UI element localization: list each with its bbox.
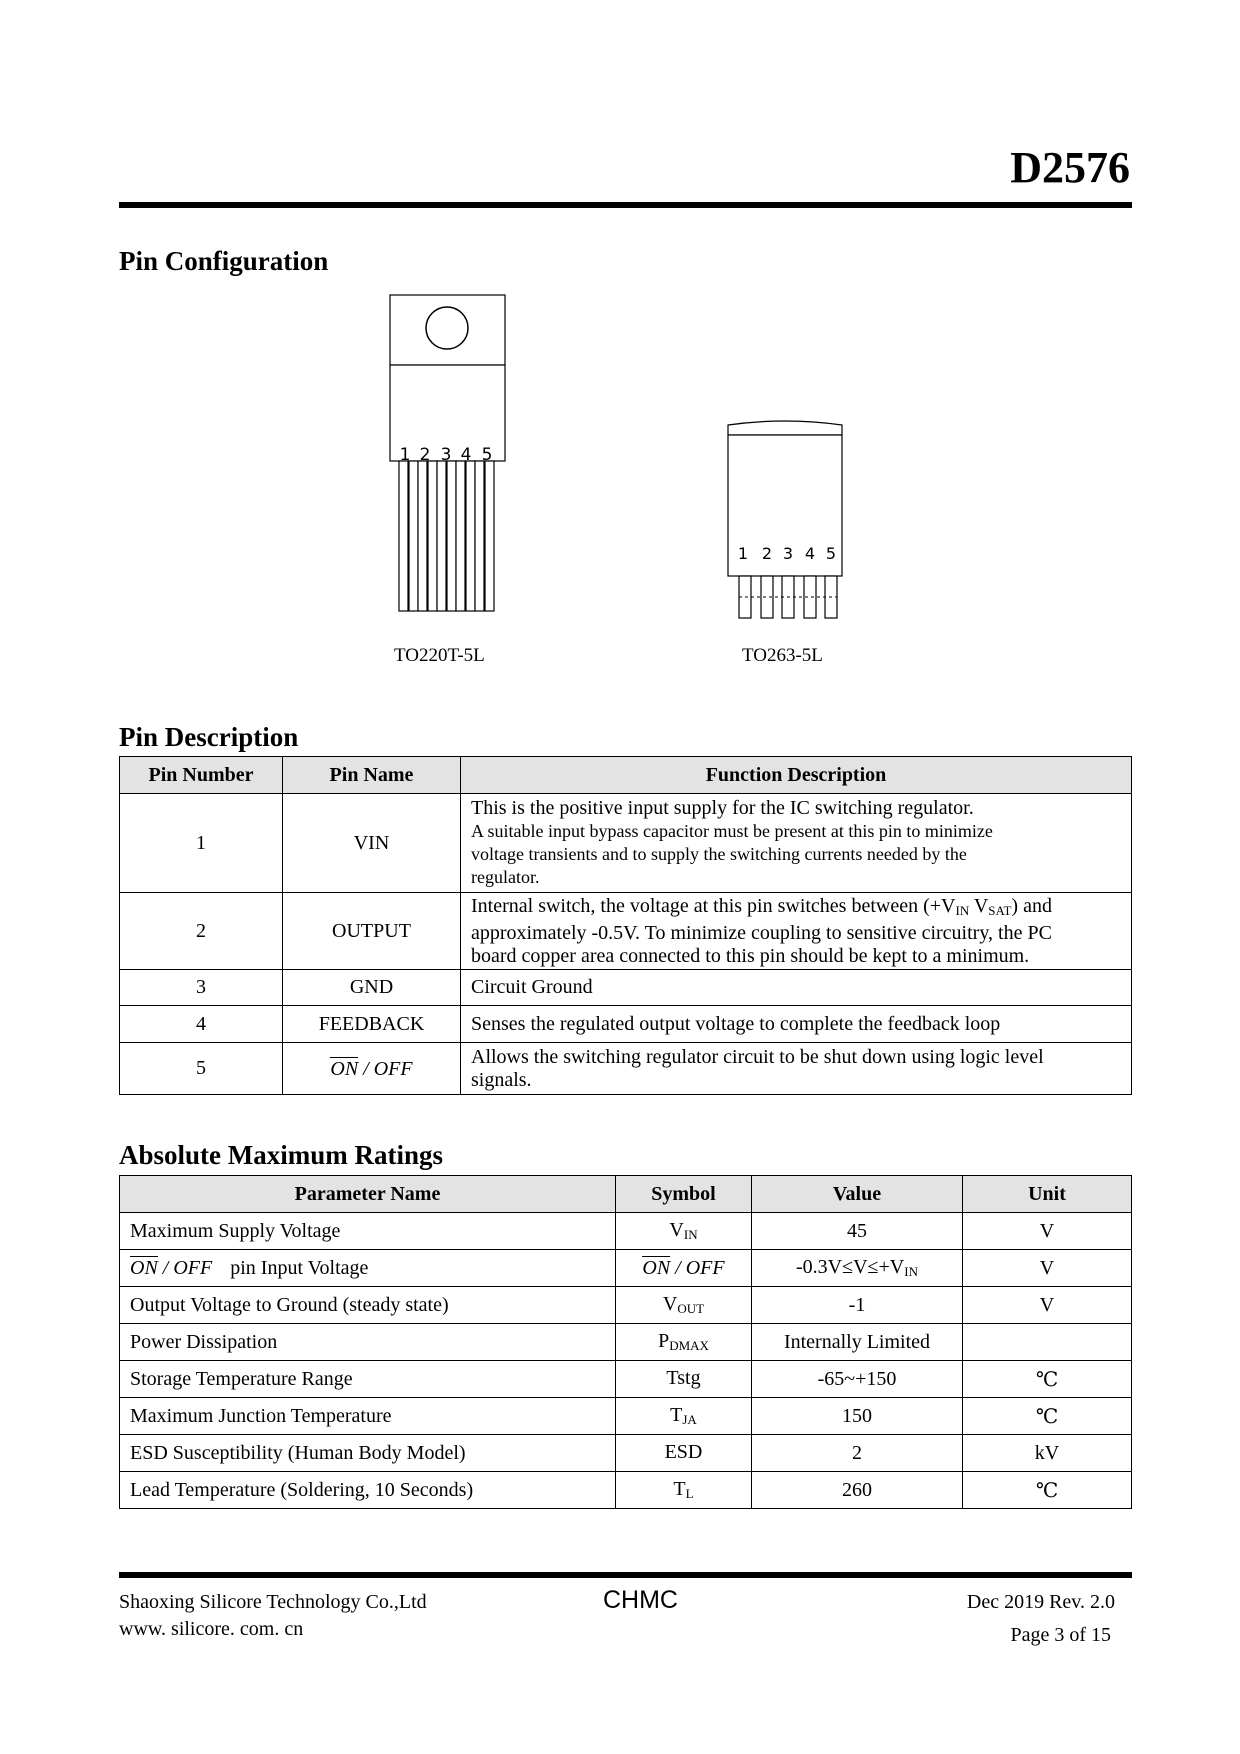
pin-name: FEEDBACK	[283, 1006, 461, 1043]
to220-pin-label: 2	[419, 445, 431, 465]
header-pin-number: Pin Number	[120, 757, 283, 794]
footer-rule	[119, 1572, 1132, 1578]
unit: V	[963, 1287, 1132, 1324]
to220-pin-label: 5	[481, 445, 493, 465]
pin-name: ON / OFF	[283, 1043, 461, 1095]
value: -1	[752, 1287, 963, 1324]
pin-function: Circuit Ground	[461, 970, 1132, 1006]
table-row	[120, 1287, 1132, 1324]
value: 45	[752, 1213, 963, 1250]
parameter-name: Lead Temperature (Soldering, 10 Seconds)	[120, 1472, 616, 1509]
pin-function	[461, 794, 1132, 893]
symbol: $T_L$	[616, 1472, 752, 1509]
table-row	[120, 1043, 1132, 1095]
symbol: $P_{DMAX}$	[616, 1324, 752, 1361]
header-pin-name: Pin Name	[283, 757, 461, 794]
unit: ℃	[963, 1361, 1132, 1398]
brand-logo-text: CHMC	[603, 1586, 678, 1614]
unit: V	[963, 1213, 1132, 1250]
pin-function	[461, 1043, 1132, 1095]
header-function-description: Function Description	[461, 757, 1132, 794]
to220-package-label: TO220T-5L	[394, 645, 485, 666]
absolute-maximum-ratings-table	[119, 1175, 1132, 1509]
header-rule	[119, 202, 1132, 208]
value: 150	[752, 1398, 963, 1435]
unit: ℃	[963, 1472, 1132, 1509]
unit: kV	[963, 1435, 1132, 1472]
table-row	[120, 1213, 1132, 1250]
table-row	[120, 1435, 1132, 1472]
desc-line: regulator.	[471, 867, 540, 887]
table-row	[120, 970, 1132, 1006]
value: Internally Limited	[752, 1324, 963, 1361]
date-revision: Dec 2019 Rev. 2.0	[966, 1591, 1115, 1613]
header-value: Value	[752, 1176, 963, 1213]
pin-number: 4	[120, 1006, 283, 1043]
to263-pin-label: 2	[761, 544, 773, 563]
desc-line: Allows the switching regulator circuit to be shut down using logic level	[471, 1045, 1044, 1068]
unit: V	[963, 1250, 1132, 1287]
company-name: Shaoxing Silicore Technology Co.,Ltd	[119, 1591, 427, 1613]
to220-package-drawing	[380, 290, 515, 625]
parameter-name: ON / OFF pin Input Voltage	[120, 1250, 616, 1287]
symbol: $V_{IN}$	[616, 1213, 752, 1250]
desc-line: A suitable input bypass capacitor must be present at this pin to minimize	[471, 821, 993, 841]
symbol: $T_{JA}$	[616, 1398, 752, 1435]
symbol: Tstg	[616, 1361, 752, 1398]
pin-name: VIN	[283, 794, 461, 893]
unit: ℃	[963, 1398, 1132, 1435]
pin-function: Senses the regulated output voltage to complete the feedback loop	[461, 1006, 1132, 1043]
absolute-maximum-ratings-title: Absolute Maximum Ratings	[119, 1140, 444, 1170]
parameter-name: Maximum Junction Temperature	[120, 1398, 616, 1435]
pin-description-title: Pin Description	[119, 722, 299, 752]
symbol: ON / OFF	[616, 1250, 752, 1287]
header-unit: Unit	[963, 1176, 1132, 1213]
desc-line: approximately -0.5V. To minimize coupling to sensitive circuitry, the PC	[471, 921, 1052, 944]
value: 260	[752, 1472, 963, 1509]
desc-line: Internal switch, the voltage at this pin switches between ($+V_{IN}$ $V_{SAT}$) and	[471, 894, 1052, 918]
to220-pin-label: 4	[460, 445, 472, 465]
to263-pin-label: 3	[782, 544, 794, 563]
pin-number: 5	[120, 1043, 283, 1095]
pin-configuration-title: Pin Configuration	[119, 246, 329, 276]
parameter-name: Power Dissipation	[120, 1324, 616, 1361]
parameter-name: Output Voltage to Ground (steady state)	[120, 1287, 616, 1324]
header-parameter-name: Parameter Name	[120, 1176, 616, 1213]
symbol: ESD	[616, 1435, 752, 1472]
to263-pin-label: 5	[825, 544, 837, 563]
header-symbol: Symbol	[616, 1176, 752, 1213]
to263-package-label: TO263-5L	[742, 645, 823, 666]
parameter-name: Maximum Supply Voltage	[120, 1213, 616, 1250]
unit	[963, 1324, 1132, 1361]
to263-pin-label: 4	[804, 544, 816, 563]
table-row	[120, 1361, 1132, 1398]
value: 2	[752, 1435, 963, 1472]
pin-function	[461, 893, 1132, 970]
value: $-0.3V\le V\le+V_{IN}$	[752, 1250, 963, 1287]
desc-line: This is the positive input supply for the IC switching regulator.	[471, 797, 974, 819]
table-row	[120, 1324, 1132, 1361]
part-number: D2576	[1010, 143, 1130, 192]
desc-line: voltage transients and to supply the switching currents needed by the	[471, 844, 967, 864]
desc-line: signals.	[471, 1068, 532, 1091]
table-header-row	[120, 757, 1132, 794]
parameter-name: Storage Temperature Range	[120, 1361, 616, 1398]
pin-number: 3	[120, 970, 283, 1006]
website: www. silicore. com. cn	[119, 1618, 304, 1640]
pin-name: GND	[283, 970, 461, 1006]
to220-pin-label: 1	[399, 445, 411, 465]
table-row	[120, 794, 1132, 893]
pin-number: 2	[120, 893, 283, 970]
value: -65~+150	[752, 1361, 963, 1398]
parameter-name: ESD Susceptibility (Human Body Model)	[120, 1435, 616, 1472]
to263-pin-label: 1	[737, 544, 749, 563]
pin-name: OUTPUT	[283, 893, 461, 970]
page-number: Page 3 of 15	[1010, 1624, 1111, 1646]
to220-pin-label: 3	[440, 445, 452, 465]
table-header-row	[120, 1176, 1132, 1213]
pin-description-table	[119, 756, 1132, 1095]
table-row	[120, 1472, 1132, 1509]
to263-package-drawing	[720, 415, 865, 625]
table-row	[120, 1006, 1132, 1043]
table-row	[120, 1250, 1132, 1287]
desc-line: board copper area connected to this pin should be kept to a minimum.	[471, 944, 1030, 967]
table-row	[120, 1398, 1132, 1435]
symbol: $V_{OUT}$	[616, 1287, 752, 1324]
pin-number: 1	[120, 794, 283, 893]
table-row	[120, 893, 1132, 970]
